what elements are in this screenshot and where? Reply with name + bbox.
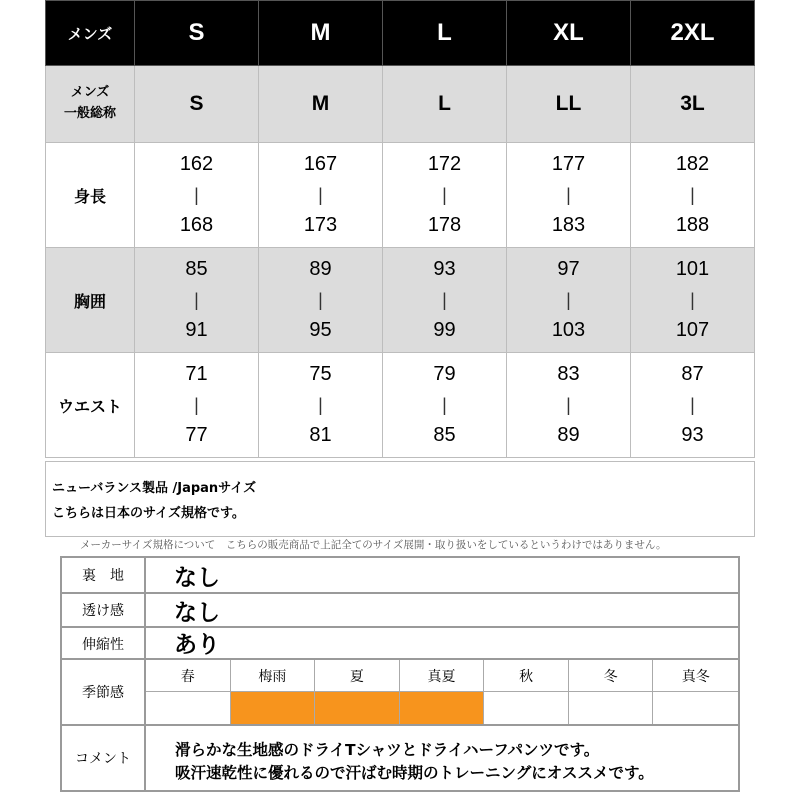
range-separator: | bbox=[442, 289, 447, 310]
manufacturer-size-disclaimer: メーカーサイズ規格について こちらの販売商品で上記全てのサイズ展開・取り扱いをしているというわけではありません。 bbox=[80, 539, 667, 551]
range-max: 188 bbox=[675, 214, 710, 236]
range-max: 91 bbox=[185, 319, 208, 341]
measure-cell bbox=[135, 143, 259, 248]
season-label: 季節感 bbox=[62, 660, 146, 724]
season-cell bbox=[146, 660, 231, 724]
season-cell bbox=[653, 660, 738, 724]
range-min: 172 bbox=[427, 153, 462, 175]
measure-cell bbox=[507, 248, 631, 353]
season-name: 冬 bbox=[569, 660, 653, 692]
range-separator: | bbox=[690, 289, 695, 310]
note-standard-line: こちらは日本のサイズ規格です。 bbox=[52, 506, 245, 521]
range-min: 177 bbox=[551, 153, 586, 175]
stretch-label: 伸縮性 bbox=[62, 628, 146, 660]
season-name: 真夏 bbox=[400, 660, 484, 692]
season-name: 梅雨 bbox=[231, 660, 315, 692]
comment-label: コメント bbox=[62, 726, 146, 790]
range-min: 89 bbox=[309, 258, 332, 280]
size-header-row bbox=[46, 1, 755, 66]
alias-2xl: 3L bbox=[631, 66, 755, 143]
measure-cell bbox=[631, 248, 755, 353]
range-separator: | bbox=[194, 394, 199, 415]
range-min: 83 bbox=[557, 363, 580, 385]
range-min: 93 bbox=[433, 258, 456, 280]
measure-cell bbox=[507, 353, 631, 458]
range-value bbox=[507, 153, 630, 237]
season-indicator bbox=[569, 692, 653, 724]
measure-cell bbox=[383, 143, 507, 248]
divider bbox=[62, 724, 738, 726]
range-value bbox=[259, 258, 382, 342]
size-header-l: L bbox=[383, 1, 507, 66]
season-cell bbox=[400, 660, 485, 724]
range-max: 107 bbox=[675, 319, 710, 341]
range-min: 167 bbox=[303, 153, 338, 175]
range-value bbox=[135, 258, 258, 342]
range-min: 162 bbox=[179, 153, 214, 175]
range-value bbox=[383, 363, 506, 447]
size-header-m: M bbox=[259, 1, 383, 66]
range-min: 75 bbox=[309, 363, 332, 385]
season-indicator bbox=[146, 692, 230, 724]
size-header-label: メンズ bbox=[46, 1, 135, 66]
size-alias-row bbox=[46, 66, 755, 143]
range-max: 173 bbox=[303, 214, 338, 236]
range-max: 99 bbox=[433, 319, 456, 341]
range-separator: | bbox=[318, 289, 323, 310]
range-max: 183 bbox=[551, 214, 586, 236]
measure-cell bbox=[259, 353, 383, 458]
size-table bbox=[45, 0, 755, 458]
range-min: 101 bbox=[675, 258, 710, 280]
measure-label: ウエスト bbox=[46, 353, 135, 458]
season-indicator-active bbox=[400, 692, 484, 724]
season-indicator bbox=[484, 692, 568, 724]
chest-row bbox=[46, 248, 755, 353]
range-value bbox=[383, 258, 506, 342]
alias-s: S bbox=[135, 66, 259, 143]
range-separator: | bbox=[690, 394, 695, 415]
range-max: 93 bbox=[681, 424, 704, 446]
range-value bbox=[507, 258, 630, 342]
season-indicator-active bbox=[315, 692, 399, 724]
height-row bbox=[46, 143, 755, 248]
comment-line-2: 吸汗速乾性に優れるので汗ばむ時期のトレーニングにオススメです。 bbox=[175, 764, 654, 782]
measure-cell bbox=[631, 353, 755, 458]
range-min: 182 bbox=[675, 153, 710, 175]
range-separator: | bbox=[194, 184, 199, 205]
size-alias-label bbox=[46, 66, 135, 143]
measure-cell bbox=[383, 353, 507, 458]
range-value bbox=[631, 363, 754, 447]
range-max: 81 bbox=[309, 424, 332, 446]
range-value bbox=[259, 363, 382, 447]
measure-cell bbox=[507, 143, 631, 248]
season-name: 秋 bbox=[484, 660, 568, 692]
size-header-s: S bbox=[135, 1, 259, 66]
season-name: 夏 bbox=[315, 660, 399, 692]
stretch-value: あり bbox=[174, 632, 220, 658]
season-name: 春 bbox=[146, 660, 230, 692]
range-min: 79 bbox=[433, 363, 456, 385]
range-separator: | bbox=[318, 394, 323, 415]
measure-cell bbox=[259, 248, 383, 353]
range-separator: | bbox=[566, 289, 571, 310]
measure-cell bbox=[259, 143, 383, 248]
range-max: 103 bbox=[551, 319, 586, 341]
season-indicator bbox=[653, 692, 738, 724]
range-value bbox=[259, 153, 382, 237]
measure-cell bbox=[631, 143, 755, 248]
measure-label: 胸囲 bbox=[46, 248, 135, 353]
range-separator: | bbox=[194, 289, 199, 310]
comment-line-1: 滑らかな生地感のドライTシャツとドライハーフパンツです。 bbox=[175, 741, 600, 759]
waist-row bbox=[46, 353, 755, 458]
measure-cell bbox=[135, 353, 259, 458]
season-cell bbox=[315, 660, 400, 724]
range-value bbox=[507, 363, 630, 447]
season-indicator-active bbox=[231, 692, 315, 724]
measure-cell bbox=[383, 248, 507, 353]
range-max: 168 bbox=[179, 214, 214, 236]
size-header-2xl: 2XL bbox=[631, 1, 755, 66]
range-max: 89 bbox=[557, 424, 580, 446]
alias-m: M bbox=[259, 66, 383, 143]
range-min: 85 bbox=[185, 258, 208, 280]
season-grid bbox=[146, 660, 738, 724]
lining-value: なし bbox=[174, 565, 220, 591]
range-value bbox=[631, 153, 754, 237]
transparency-label: 透け感 bbox=[62, 594, 146, 626]
season-cell bbox=[484, 660, 569, 724]
note-brand-line: ニューバランス製品 /Japanサイズ bbox=[52, 481, 257, 496]
range-min: 97 bbox=[557, 258, 580, 280]
range-value bbox=[135, 363, 258, 447]
range-value bbox=[631, 258, 754, 342]
measure-label: 身長 bbox=[46, 143, 135, 248]
range-separator: | bbox=[442, 394, 447, 415]
range-max: 178 bbox=[427, 214, 462, 236]
size-header-xl: XL bbox=[507, 1, 631, 66]
range-max: 95 bbox=[309, 319, 332, 341]
alias-l: L bbox=[383, 66, 507, 143]
range-separator: | bbox=[442, 184, 447, 205]
measure-cell bbox=[135, 248, 259, 353]
divider bbox=[62, 626, 738, 628]
divider bbox=[62, 592, 738, 594]
alias-label-line2: 一般総称 bbox=[63, 106, 116, 121]
range-value bbox=[383, 153, 506, 237]
range-value bbox=[135, 153, 258, 237]
range-separator: | bbox=[566, 394, 571, 415]
season-name: 真冬 bbox=[653, 660, 738, 692]
lining-label: 裏 地 bbox=[62, 558, 146, 592]
range-min: 71 bbox=[185, 363, 208, 385]
range-max: 77 bbox=[185, 424, 208, 446]
range-separator: | bbox=[690, 184, 695, 205]
range-max: 85 bbox=[433, 424, 456, 446]
season-cell bbox=[231, 660, 316, 724]
transparency-value: なし bbox=[174, 600, 220, 626]
range-separator: | bbox=[566, 184, 571, 205]
attributes-table bbox=[60, 556, 740, 792]
alias-xl: LL bbox=[507, 66, 631, 143]
alias-label-line1: メンズ bbox=[70, 85, 110, 101]
range-separator: | bbox=[318, 184, 323, 205]
season-cell bbox=[569, 660, 654, 724]
size-note-box bbox=[45, 461, 755, 537]
range-min: 87 bbox=[681, 363, 704, 385]
